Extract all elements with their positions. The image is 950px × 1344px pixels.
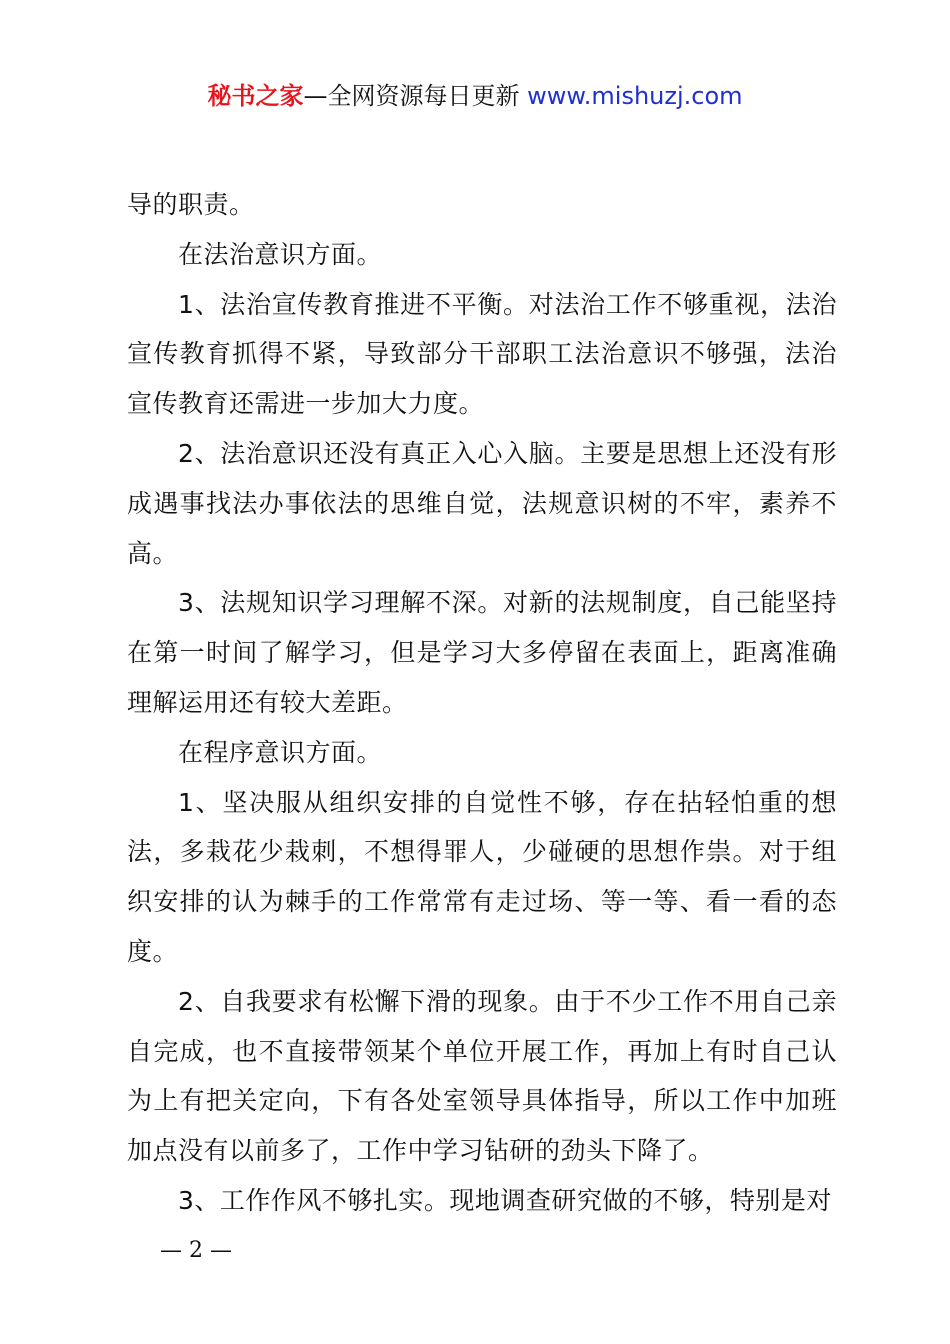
site-brand: 秘书之家 [207, 82, 304, 110]
paragraph-item: 1、坚决服从组织安排的自觉性不够，存在拈轻怕重的想法，多栽花少栽刺，不想得罪人，少碰硬的思想作祟。对于组织安排的认为棘手的工作常常有走过场、等一等、看一看的态度。 [127, 787, 837, 966]
site-header [0, 80, 950, 112]
site-url-link[interactable]: www.mishuzj.com [527, 82, 743, 110]
paragraph-continuation: 导的职责。 [127, 190, 255, 219]
paragraph-item: 2、法治意识还没有真正入心入脑。主要是思想上还没有形成遇事找法办事依法的思维自觉，法规意识树的不牢，素养不高。 [127, 438, 837, 568]
page-number: — 2 — [160, 1238, 232, 1263]
document-body [127, 180, 837, 1226]
site-tagline: —全网资源每日更新 [303, 82, 520, 110]
section-heading-rule-of-law: 在法治意识方面。 [178, 239, 383, 269]
section-heading-procedure: 在程序意识方面。 [178, 737, 383, 767]
paragraph-item: 1、法治宣传教育推进不平衡。对法治工作不够重视，法治宣传教育抓得不紧，导致部分干部职工法治意识不够强，法治宣传教育还需进一步加大力度。 [127, 289, 837, 419]
paragraph-item: 3、工作作风不够扎实。现地调查研究做的不够，特别是对 [178, 1185, 832, 1215]
paragraph-item: 3、法规知识学习理解不深。对新的法规制度，自己能坚持在第一时间了解学习，但是学习大多停留在表面上，距离准确理解运用还有较大差距。 [127, 588, 837, 717]
paragraph-item: 2、自我要求有松懈下滑的现象。由于不少工作不用自己亲自完成，也不直接带领某个单位开展工作，再加上有时自己认为上有把关定向，下有各处室领导具体指导，所以工作中加班加点没有以前多了，工作中学习钻研的劲头下降了。 [127, 986, 837, 1166]
